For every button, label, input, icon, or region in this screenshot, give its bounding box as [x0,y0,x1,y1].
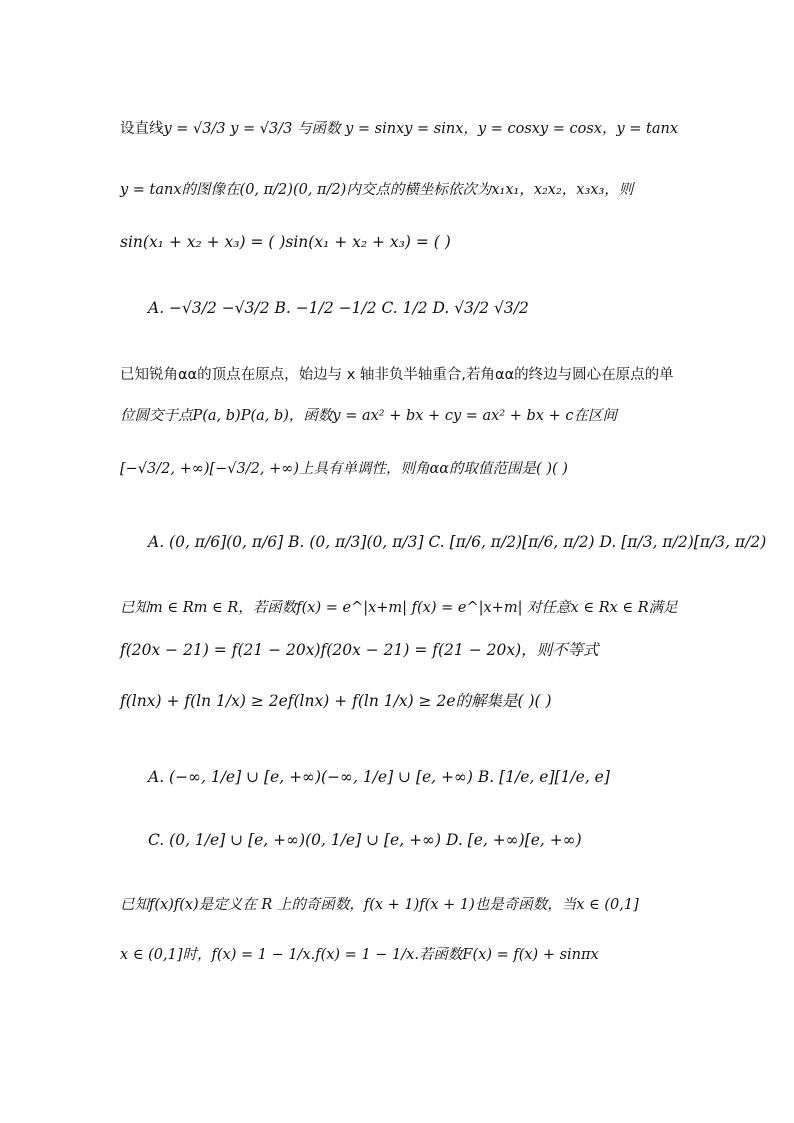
math-run: f(20x − 21) = f(21 − 20x)f(20x − 21) = f(21 − 20x)，则不等式 [120,641,599,659]
math-run: 已知f(x)f(x)是定义在 R 上的奇函数，f(x + 1)f(x + 1)也是奇函数，当x ∈ (0,1] [120,897,639,913]
math-run: y = √3/3 y = √3/3 与函数 y = sinxy = sinx，y = cosxy = cosx，y = tanx [163,121,679,137]
question-1-line-3 [120,230,451,254]
math-run: f(lnx) + f(ln 1/x) ≥ 2ef(lnx) + f(ln 1/x) ≥ 2e的解集是( )( ) [120,692,552,710]
math-run: x ∈ (0,1]时，f(x) = 1 − 1/x.f(x) = 1 − 1/x.若函数F(x) = f(x) + sinπx [120,947,599,963]
math-run: 位圆交于点P(a, b)P(a, b)，函数y = ax² + bx + cy = ax² + bx + c在区间 [120,408,617,424]
question-2-line-2 [120,404,617,428]
question-4-line-2 [120,943,599,967]
question-3-options-cd [148,828,582,852]
math-run: [−√3/2, +∞)[−√3/2, +∞)上具有单调性，则角αα的取值范围是( )( ) [120,461,568,477]
question-2-line-1 [120,363,674,387]
question-2-line-3 [120,457,568,481]
question-1-line-1 [120,117,678,141]
question-1-options [148,296,529,320]
question-3-line-2 [120,638,599,662]
question-3-line-3 [120,689,552,713]
math-run: 已知m ∈ Rm ∈ R，若函数f(x) = e^|x+m| f(x) = e^|x+m| 对任意x ∈ Rx ∈ R满足 [120,600,678,616]
question-3-line-1 [120,596,678,620]
math-run: y = tanx的图像在(0, π/2)(0, π/2)内交点的横坐标依次为x₁x₁，x₂x₂，x₃x₃，则 [120,182,634,198]
options-run: C. (0, 1/e] ∪ [e, +∞)(0, 1/e] ∪ [e, +∞) D. [e, +∞)[e, +∞) [148,831,582,849]
options-run: A. (0, π/6](0, π/6] B. (0, π/3](0, π/3] C. [π/6, π/2)[π/6, π/2) D. [π/3, π/2)[π/3, π/2) [148,533,767,551]
options-run: A. −√3/2 −√3/2 B. −1/2 −1/2 C. 1/2 D. √3/2 √3/2 [148,299,529,317]
text-run: 设直线 [120,121,164,137]
question-4-line-1 [120,893,639,917]
question-1-line-2 [120,178,633,202]
text-run: 已知锐角αα的顶点在原点，始边与 x 轴非负半轴重合,若角αα的终边与圆心在原点的单 [120,367,674,383]
question-2-options [148,530,766,554]
math-run: sin(x₁ + x₂ + x₃) = ( )sin(x₁ + x₂ + x₃) = ( ) [120,233,451,251]
options-run: A. (−∞, 1/e] ∪ [e, +∞)(−∞, 1/e] ∪ [e, +∞) B. [1/e, e][1/e, e] [148,768,610,786]
question-3-options-ab [148,765,610,789]
